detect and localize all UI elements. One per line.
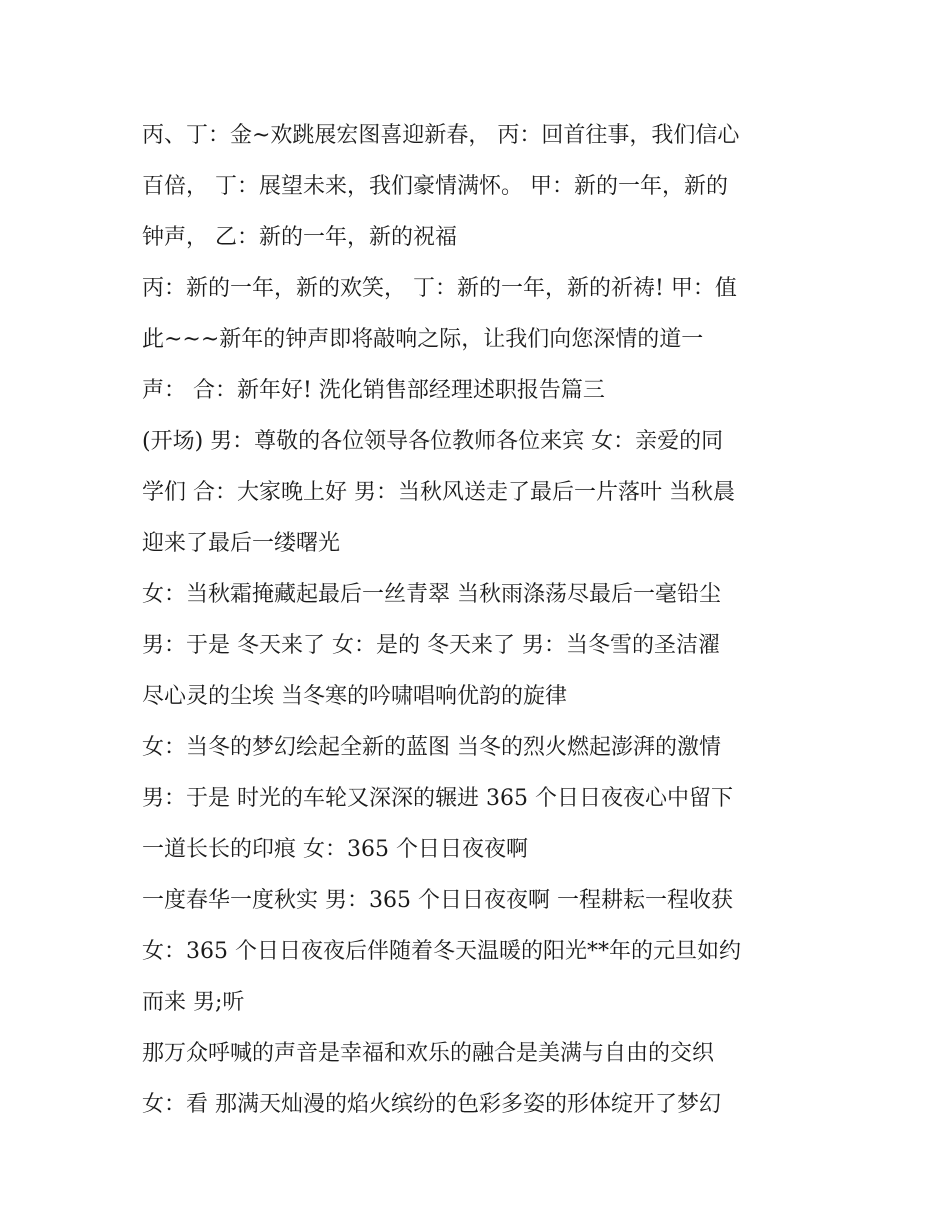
text-line: (开场) 男：尊敬的各位领导各位教师各位来宾 女：亲爱的同 — [142, 429, 724, 454]
text-line: 女：365 个日日夜夜后伴随着冬天温暖的阳光**年的元旦如约 — [142, 939, 741, 964]
text-line: 男：于是 冬天来了 女：是的 冬天来了 男：当冬雪的圣洁濯 — [142, 633, 720, 658]
text-line: 那万众呼喊的声音是幸福和欢乐的融合是美满与自由的交织 — [142, 1041, 715, 1066]
text-line: 女：看 那满天灿漫的焰火缤纷的色彩多姿的形体绽开了梦幻 — [142, 1092, 721, 1117]
text-line: 女：当冬的梦幻绘起全新的蓝图 当冬的烈火燃起澎湃的激情 — [142, 735, 721, 760]
text-line: 一道长长的印痕 女：365 个日日夜夜啊 — [142, 837, 528, 862]
text-line: 学们 合：大家晚上好 男：当秋风送走了最后一片落叶 当秋晨 — [142, 480, 735, 505]
text-line: 女：当秋霜掩藏起最后一丝青翠 当秋雨涤荡尽最后一毫铅尘 — [142, 582, 721, 607]
text-line: 男：于是 时光的车轮又深深的辗进 365 个日日夜夜心中留下 — [142, 786, 733, 811]
text-line: 迎来了最后一缕曙光 — [142, 531, 341, 556]
text-line: 一度春华一度秋实 男：365 个日日夜夜啊 一程耕耘一程收获 — [142, 888, 733, 913]
text-line: 而来 男;听 — [142, 990, 245, 1015]
text-line: 尽心灵的尘埃 当冬寒的吟啸唱响优韵的旋律 — [142, 684, 567, 709]
text-line: 百倍， 丁：展望未来，我们豪情满怀。 甲：新的一年，新的 — [142, 174, 728, 199]
text-line: 丙：新的一年，新的欢笑， 丁：新的一年，新的祈祷! 甲：值 — [142, 276, 737, 301]
text-line: 声： 合：新年好! 洗化销售部经理述职报告篇三 — [142, 378, 605, 403]
text-line: 钟声， 乙：新的一年，新的祝福 — [142, 225, 457, 250]
text-line: 丙、丁：金~欢跳展宏图喜迎新春， 丙：回首往事，我们信心 — [142, 123, 740, 148]
script-text-body — [142, 110, 822, 1130]
text-line: 此~~~新年的钟声即将敲响之际，让我们向您深情的道一 — [142, 327, 704, 352]
